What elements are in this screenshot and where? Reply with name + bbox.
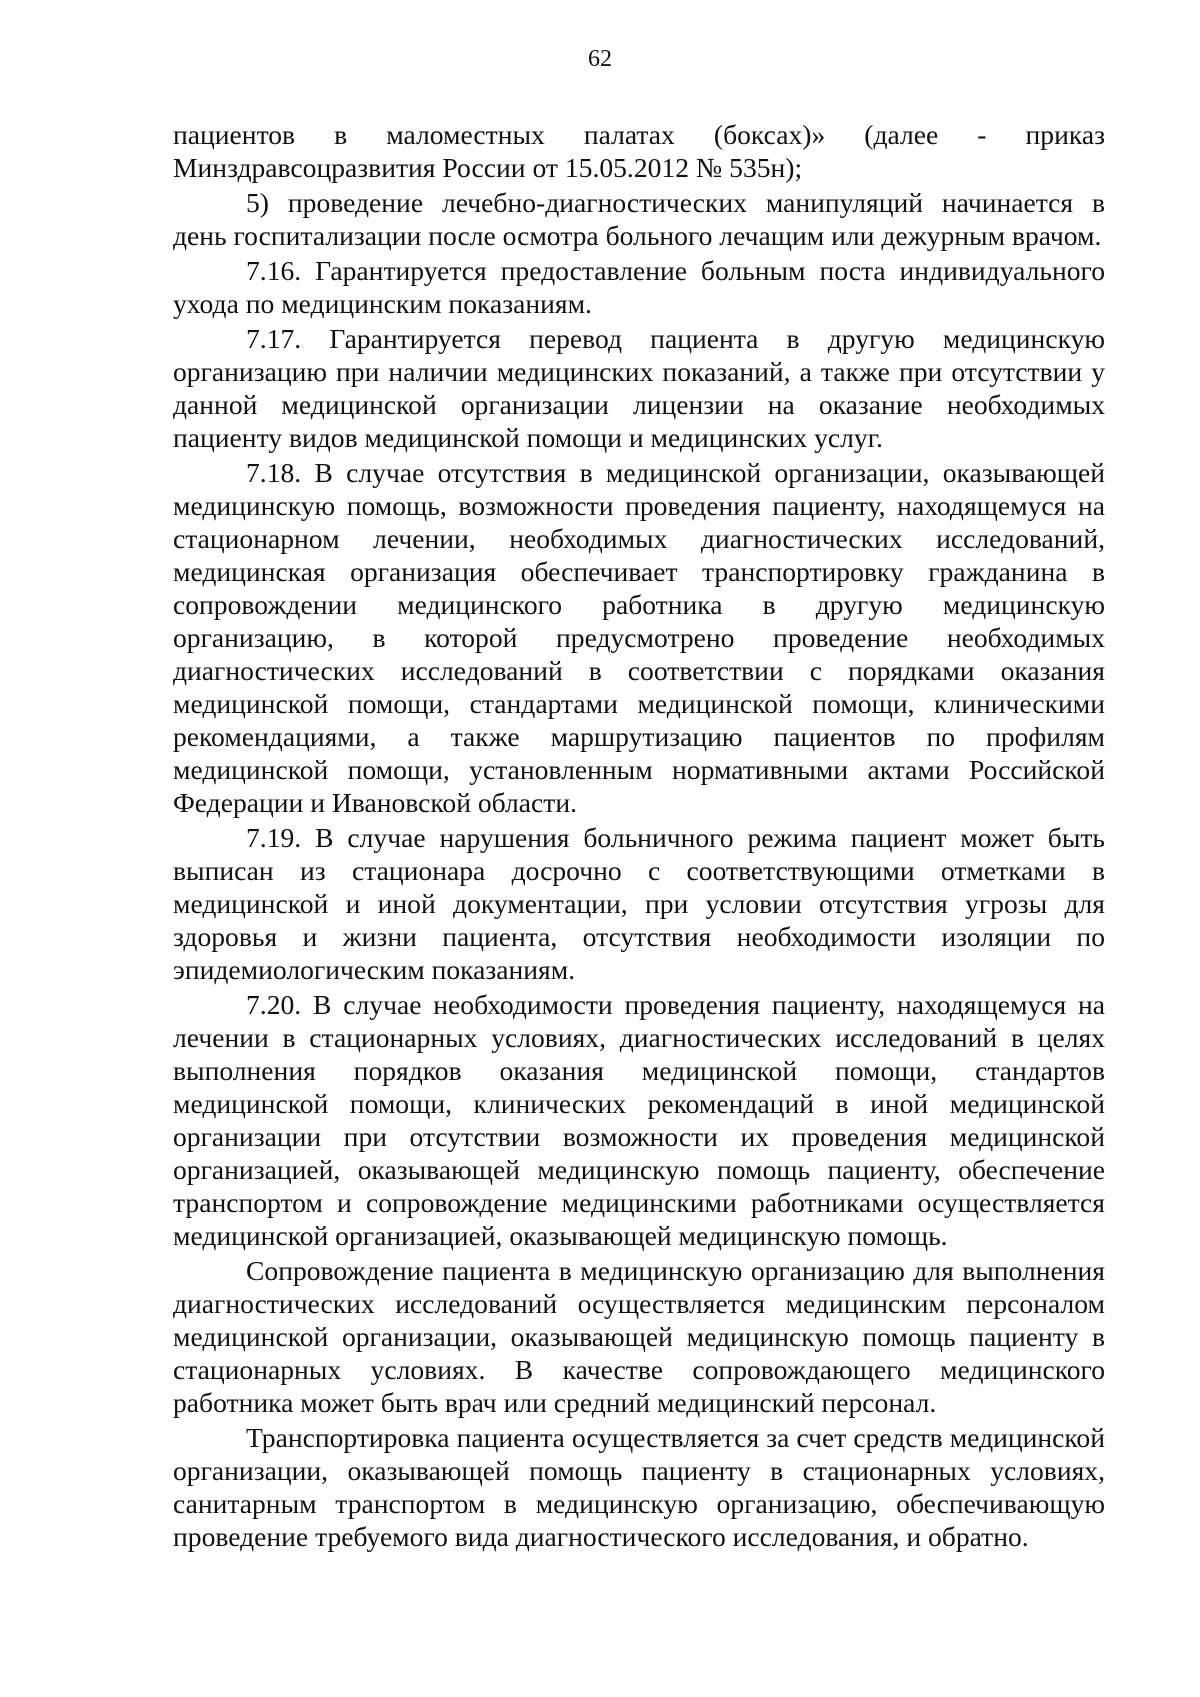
- paragraph-escort: Сопровождение пациента в медицинскую организацию для выполнения диагностических исследований осуществляется медицинским персоналом медицинской организации, оказывающей медицинскую помощь пациенту в стационарных условиях. В качестве сопровождающего медицинского работника может быть врач или средний медицинский персонал.: [173, 1255, 1105, 1418]
- paragraph-7-16: 7.16. Гарантируется предоставление больным поста индивидуального ухода по медицинским показаниям.: [173, 255, 1105, 319]
- paragraph-transport: Транспортировка пациента осуществляется за счет средств медицинской организации, оказывающей помощь пациенту в стационарных условиях, санитарным транспортом в медицинскую организацию, обеспечивающую проведение требуемого вида диагностического исследования, и обратно.: [173, 1422, 1105, 1552]
- paragraph-7-19: 7.19. В случае нарушения больничного режима пациент может быть выписан из стационара досрочно с соответствующими отметками в медицинской и иной документации, при условии отсутствия угрозы для здоровья и жизни пациента, отсутствия необходимости изоляции по эпидемиологическим показаниям.: [173, 822, 1105, 985]
- page-number: 62: [588, 46, 612, 72]
- paragraph-7-17: 7.17. Гарантируется перевод пациента в другую медицинскую организацию при наличии медицинских показаний, а также при отсутствии у данной медицинской организации лицензии на оказание необходимых пациенту видов медицинской помощи и медицинских услуг.: [173, 323, 1105, 453]
- paragraph-7-20: 7.20. В случае необходимости проведения пациенту, находящемуся на лечении в стационарных условиях, диагностических исследований в целях выполнения порядков оказания медицинской помощи, стандартов медицинской помощи, клинических рекомендаций в иной медицинской организации при отсутствии возможности их проведения медицинской организацией, оказывающей медицинскую помощь пациенту, обеспечение транспортом и сопровождение медицинскими работниками осуществляется медицинской организацией, оказывающей медицинскую помощь.: [173, 989, 1105, 1251]
- paragraph-item-5: 5) проведение лечебно-диагностических манипуляций начинается в день госпитализации после осмотра больного лечащим или дежурным врачом.: [173, 187, 1105, 251]
- paragraph-7-18: 7.18. В случае отсутствия в медицинской организации, оказывающей медицинскую помощь, возможности проведения пациенту, находящемуся на стационарном лечении, необходимых диагностических исследований, медицинская организация обеспечивает транспортировку гражданина в сопровождении медицинского работника в другую медицинскую организацию, в которой предусмотрено проведение необходимых диагностических исследований в соответствии с порядками оказания медицинской помощи, стандартами медицинской помощи, клиническими рекомендациями, а также маршрутизацию пациентов по профилям медицинской помощи, установленным нормативными актами Российской Федерации и Ивановской области.: [173, 457, 1105, 818]
- paragraph-continuation: пациентов в маломестных палатах (боксах)» (далее - приказ Минздравсоцразвития России от 15.05.2012 № 535н);: [173, 119, 1105, 183]
- document-body: [173, 118, 1105, 1555]
